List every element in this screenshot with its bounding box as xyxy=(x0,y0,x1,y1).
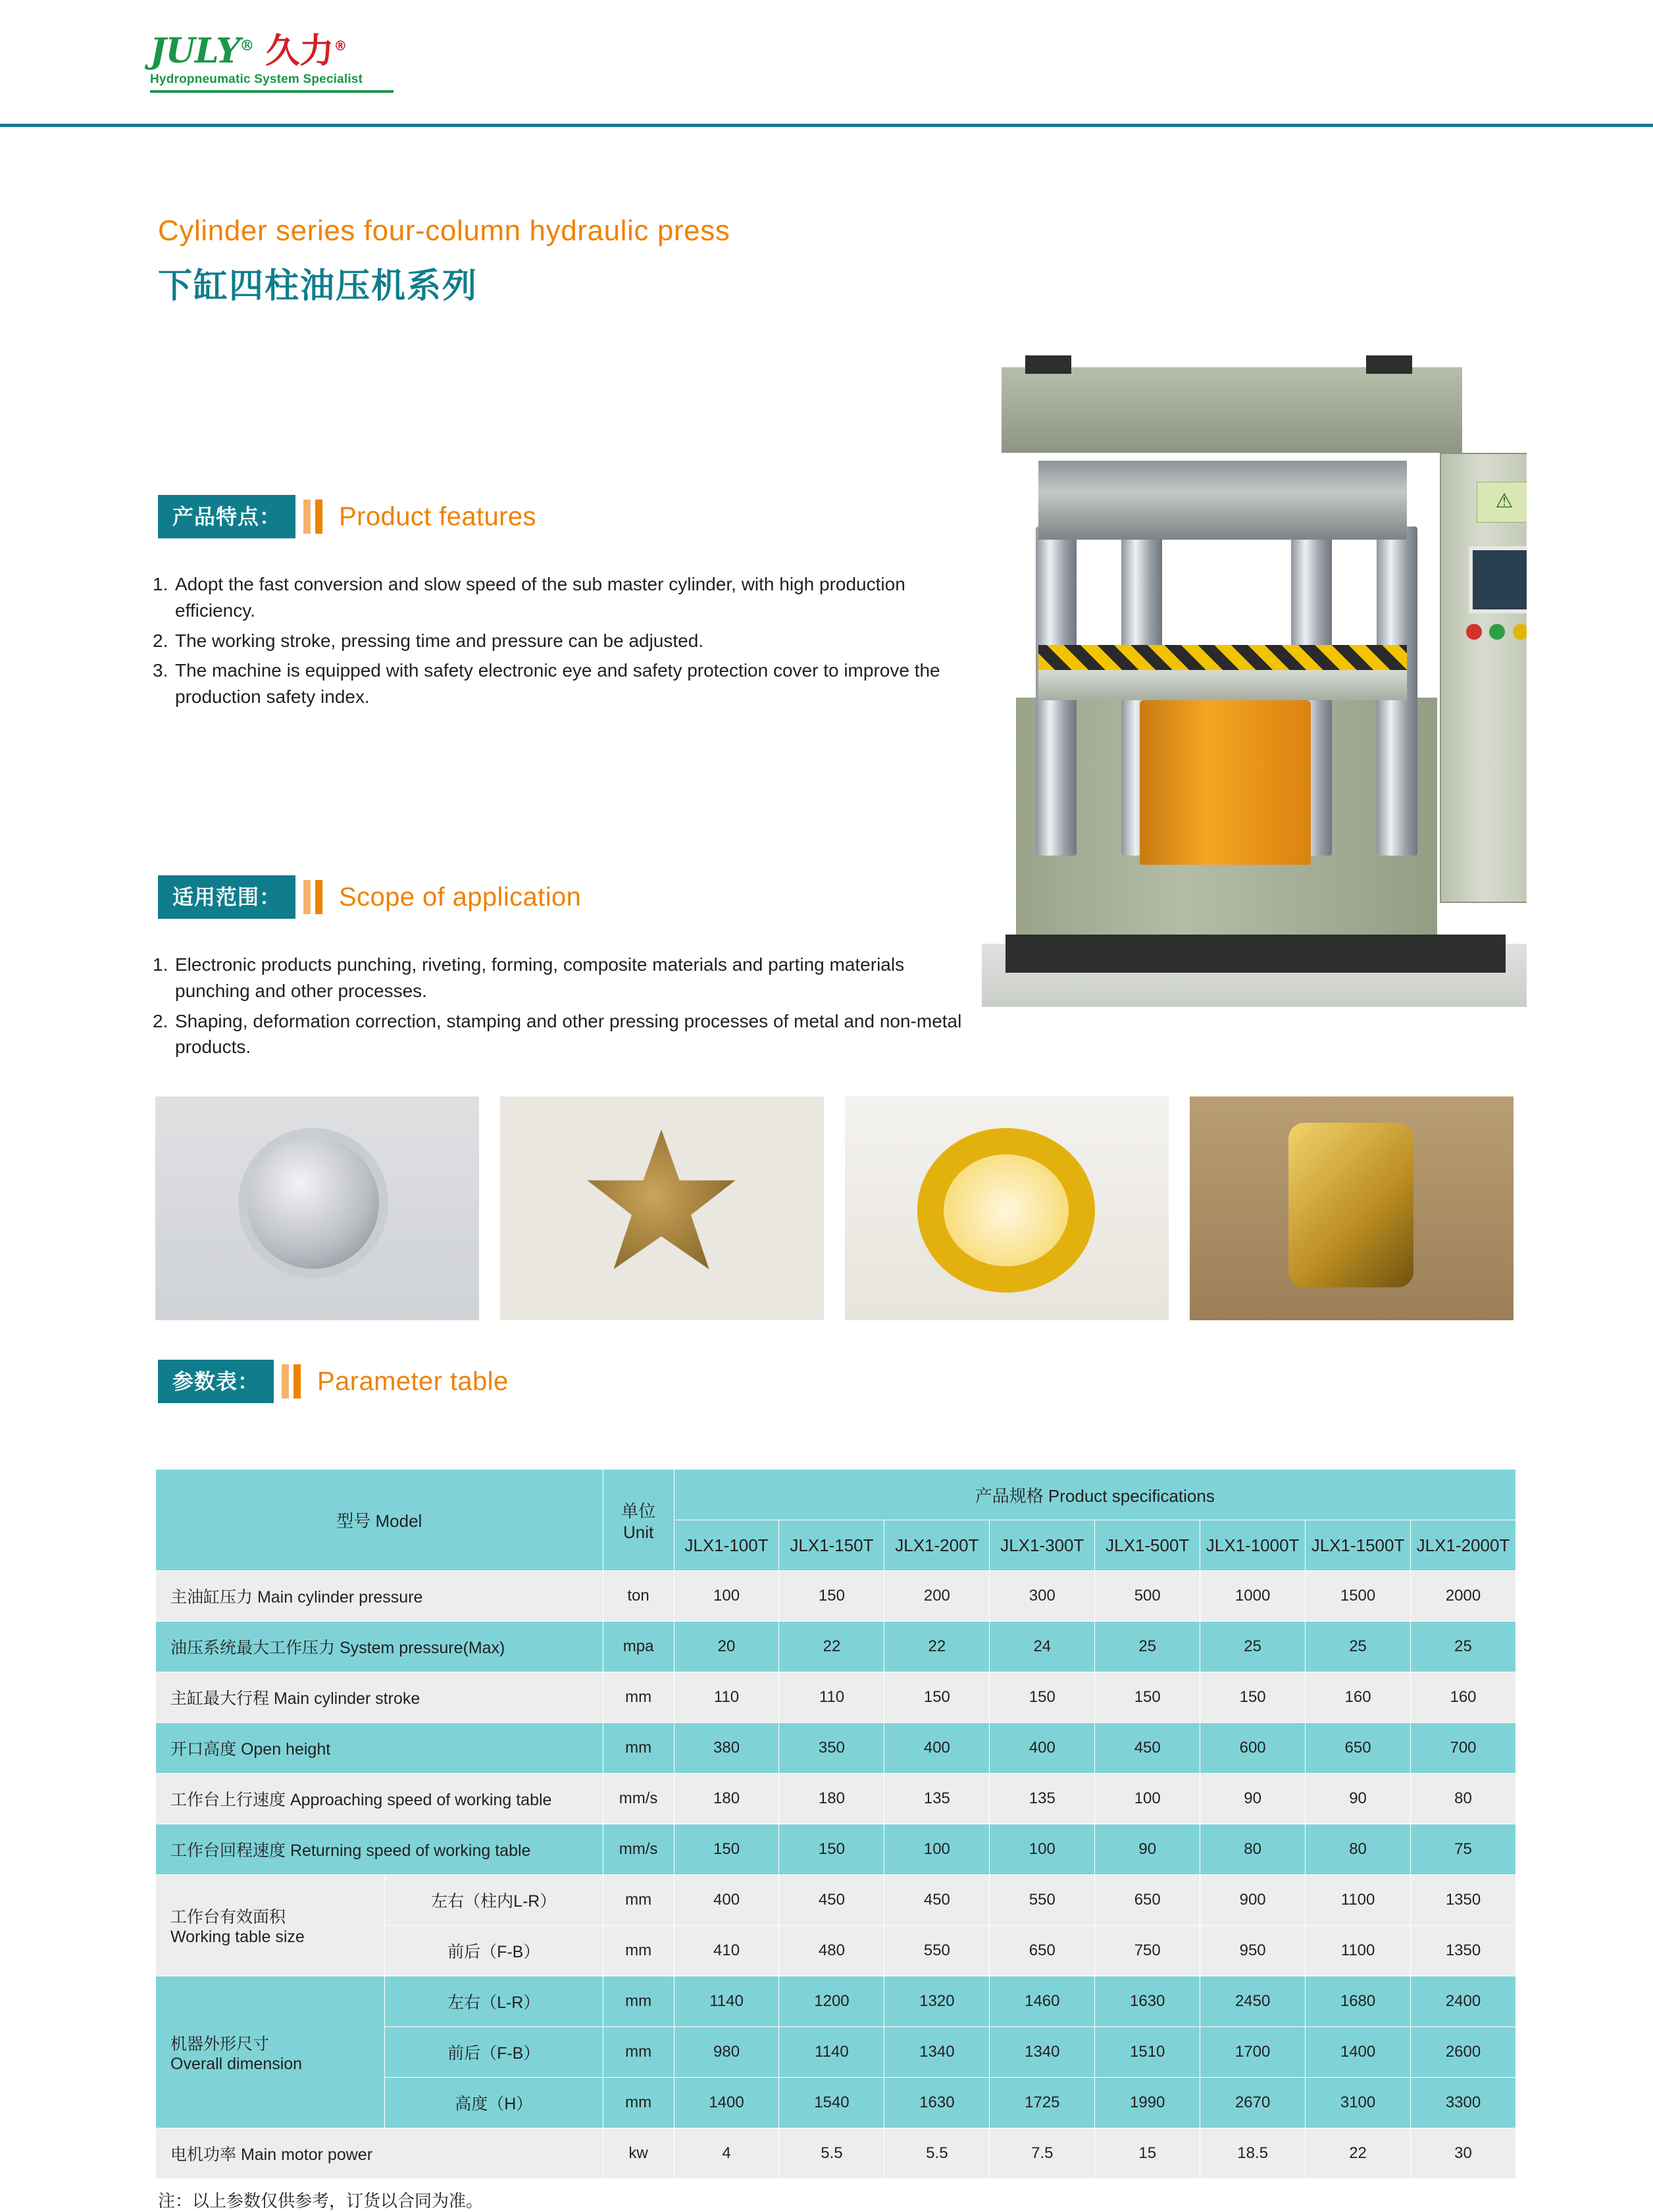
cell: 2400 xyxy=(1411,1976,1516,2027)
cell: 22 xyxy=(884,1622,990,1672)
cell: 1000 xyxy=(1200,1571,1306,1622)
wrist-watch-photo xyxy=(155,1096,479,1320)
header-model-4: JLX1-300T xyxy=(990,1520,1095,1571)
row-unit: mm xyxy=(603,1723,674,1774)
cell: 750 xyxy=(1095,1926,1200,1976)
cell: 980 xyxy=(674,2027,779,2078)
cell: 1500 xyxy=(1306,1571,1411,1622)
page-header xyxy=(0,0,1653,129)
parameter-table-heading xyxy=(158,1360,509,1403)
row-label: 主缸最大行程 Main cylinder stroke xyxy=(156,1672,603,1723)
row-sublabel: 前后（F-B） xyxy=(384,1926,603,1976)
cell: 450 xyxy=(779,1875,884,1926)
header-unit xyxy=(603,1470,674,1571)
cell: 400 xyxy=(674,1875,779,1926)
button-green-icon xyxy=(1489,624,1505,640)
cell: 90 xyxy=(1200,1774,1306,1824)
logo-chinese-word: 久力 xyxy=(265,32,334,71)
button-red-icon xyxy=(1466,624,1482,640)
row-unit: kw xyxy=(603,2128,674,2179)
header-model-3: JLX1-200T xyxy=(884,1520,990,1571)
control-touch-screen xyxy=(1469,546,1527,613)
header-model-5: JLX1-500T xyxy=(1095,1520,1200,1571)
page-title-chinese: 下缸四柱油压机系列 xyxy=(158,267,478,306)
row-group-label-working-table-size xyxy=(156,1875,385,1976)
cell: 90 xyxy=(1095,1824,1200,1875)
cell: 1200 xyxy=(779,1976,884,2027)
row-sublabel: 左右（L-R） xyxy=(384,1976,603,2027)
press-working-table xyxy=(1038,670,1407,700)
cell: 7.5 xyxy=(990,2128,1095,2179)
cell: 550 xyxy=(990,1875,1095,1926)
header-divider xyxy=(0,124,1653,127)
scope-heading xyxy=(158,875,581,919)
brand-logo xyxy=(150,31,433,93)
header-unit-cn: 单位 xyxy=(621,1501,656,1521)
group-label-en: Working table size xyxy=(170,1928,305,1946)
header-model-8: JLX1-2000T xyxy=(1411,1520,1516,1571)
cell: 1140 xyxy=(779,2027,884,2078)
cell: 400 xyxy=(990,1723,1095,1774)
cell: 1630 xyxy=(1095,1976,1200,2027)
header-model-2: JLX1-150T xyxy=(779,1520,884,1571)
cell: 25 xyxy=(1200,1622,1306,1672)
group-label-cn: 工作台有效面积 xyxy=(170,1908,286,1926)
cell: 650 xyxy=(990,1926,1095,1976)
cell: 1100 xyxy=(1306,1926,1411,1976)
scope-item-2: 2. Shaping, deformation correction, stamping and other pressing processes of metal and non-metal products. xyxy=(153,1010,962,1058)
cell: 1340 xyxy=(884,2027,990,2078)
button-yellow-icon xyxy=(1513,624,1527,640)
scope-heading-en: Scope of application xyxy=(339,882,582,912)
product-features-heading-en: Product features xyxy=(339,502,536,531)
page-title-english: Cylinder series four-column hydraulic press xyxy=(158,215,730,247)
table-row xyxy=(156,1976,1516,2027)
product-features-heading-cn: 产品特点： xyxy=(158,495,295,538)
cell: 1630 xyxy=(884,2078,990,2128)
cell: 150 xyxy=(779,1571,884,1622)
row-label: 工作台上行速度 Approaching speed of working table xyxy=(156,1774,603,1824)
row-unit: mm/s xyxy=(603,1774,674,1824)
cell: 20 xyxy=(674,1622,779,1672)
scope-heading-bar-1 xyxy=(303,880,311,914)
feature-item-1: 1. Adopt the fast conversion and slow speed of the sub master cylinder, with high production efficiency. xyxy=(153,574,905,621)
scope-item-1-text: Electronic products punching, riveting, forming, composite materials and parting materials punching and other processes. xyxy=(175,954,905,1001)
press-top-cap-right xyxy=(1366,355,1412,374)
table-row xyxy=(156,1774,1516,1824)
cell: 25 xyxy=(1095,1622,1200,1672)
cell: 30 xyxy=(1411,2128,1516,2179)
parameter-table-heading-cn: 参数表： xyxy=(158,1360,274,1403)
cell: 180 xyxy=(674,1774,779,1824)
row-label: 工作台回程速度 Returning speed of working table xyxy=(156,1824,603,1875)
group-label-en: Overall dimension xyxy=(170,2054,303,2073)
table-row xyxy=(156,1571,1516,1622)
feature-item-2: 2. The working stroke, pressing time and pressure can be adjusted. xyxy=(153,630,704,651)
logo-underline xyxy=(150,90,394,93)
cell: 550 xyxy=(884,1926,990,1976)
cell: 2450 xyxy=(1200,1976,1306,2027)
cell: 3300 xyxy=(1411,2078,1516,2128)
table-row xyxy=(156,1622,1516,1672)
cell: 500 xyxy=(1095,1571,1200,1622)
cell: 110 xyxy=(674,1672,779,1723)
cell: 80 xyxy=(1306,1824,1411,1875)
cell: 1140 xyxy=(674,1976,779,2027)
cell: 200 xyxy=(884,1571,990,1622)
cell: 2600 xyxy=(1411,2027,1516,2078)
gold-watch-photo xyxy=(1190,1096,1513,1320)
cell: 1680 xyxy=(1306,1976,1411,2027)
cell: 1100 xyxy=(1306,1875,1411,1926)
row-label: 油压系统最大工作压力 System pressure(Max) xyxy=(156,1622,603,1672)
parameter-heading-bars-decoration xyxy=(282,1364,305,1399)
feature-item-3-text: The machine is equipped with safety electronic eye and safety protection cover to improve the production safety index. xyxy=(175,660,940,707)
scope-item-2-text: Shaping, deformation correction, stamping and other pressing processes of metal and non-metal products. xyxy=(175,1010,962,1058)
row-unit: mm xyxy=(603,1672,674,1723)
cell: 4 xyxy=(674,2128,779,2179)
cell: 1460 xyxy=(990,1976,1095,2027)
header-model-7: JLX1-1500T xyxy=(1306,1520,1411,1571)
cell: 25 xyxy=(1306,1622,1411,1672)
cell: 22 xyxy=(779,1622,884,1672)
table-row xyxy=(156,1875,1516,1926)
logo-text-july xyxy=(150,31,254,71)
cell: 100 xyxy=(990,1824,1095,1875)
header-model: 型号 Model xyxy=(156,1470,603,1571)
row-label: 主油缸压力 Main cylinder pressure xyxy=(156,1571,603,1622)
table-header-row-1 xyxy=(156,1470,1516,1520)
press-main-cylinder xyxy=(1140,700,1311,865)
feature-item-1-text: Adopt the fast conversion and slow speed of the sub master cylinder, with high production efficiency. xyxy=(175,574,905,621)
press-platen xyxy=(1038,461,1407,540)
logo-text-chinese xyxy=(265,32,347,71)
cell: 80 xyxy=(1411,1774,1516,1824)
row-label: 电机功率 Main motor power xyxy=(156,2128,603,2179)
cell: 75 xyxy=(1411,1824,1516,1875)
cell: 950 xyxy=(1200,1926,1306,1976)
cell: 1350 xyxy=(1411,1926,1516,1976)
heading-bar-1 xyxy=(303,500,311,534)
cell: 1700 xyxy=(1200,2027,1306,2078)
header-model-1: JLX1-100T xyxy=(674,1520,779,1571)
heading-bars-decoration xyxy=(303,500,327,534)
scope-item-1: 1. Electronic products punching, riveting, forming, composite materials and parting materials punching and other processes. xyxy=(153,954,905,1001)
cell: 150 xyxy=(990,1672,1095,1723)
cell: 2000 xyxy=(1411,1571,1516,1622)
application-gallery xyxy=(155,1096,1513,1320)
row-unit: mm xyxy=(603,2078,674,2128)
press-top-beam xyxy=(1002,367,1462,453)
cell: 3100 xyxy=(1306,2078,1411,2128)
cell: 380 xyxy=(674,1723,779,1774)
logo-july-registered-mark: ® xyxy=(240,37,254,55)
cell: 100 xyxy=(1095,1774,1200,1824)
header-unit-en: Unit xyxy=(623,1522,654,1542)
cell: 22 xyxy=(1306,2128,1411,2179)
header-model-6: JLX1-1000T xyxy=(1200,1520,1306,1571)
row-unit: mm/s xyxy=(603,1824,674,1875)
row-sublabel: 前后（F-B） xyxy=(384,2027,603,2078)
logo-july-word: JULY xyxy=(150,31,240,71)
table-row xyxy=(156,1672,1516,1723)
cell: 1350 xyxy=(1411,1875,1516,1926)
cell: 24 xyxy=(990,1622,1095,1672)
cell: 160 xyxy=(1306,1672,1411,1723)
cell: 650 xyxy=(1306,1723,1411,1774)
group-label-cn: 机器外形尺寸 xyxy=(170,2034,270,2053)
cell: 160 xyxy=(1411,1672,1516,1723)
hazard-stripe xyxy=(1038,645,1407,670)
cell: 150 xyxy=(1200,1672,1306,1723)
cell: 110 xyxy=(779,1672,884,1723)
cell: 410 xyxy=(674,1926,779,1976)
gold-bangle-photo xyxy=(845,1096,1169,1320)
press-top-cap-left xyxy=(1025,355,1071,374)
feature-item-3: 3. The machine is equipped with safety electronic eye and safety protection cover to improve the production safety index. xyxy=(153,660,940,707)
cell: 25 xyxy=(1411,1622,1516,1672)
cell: 700 xyxy=(1411,1723,1516,1774)
cell: 400 xyxy=(884,1723,990,1774)
cell: 450 xyxy=(884,1875,990,1926)
cell: 100 xyxy=(884,1824,990,1875)
hydraulic-press-photo xyxy=(982,355,1527,1007)
row-unit: mm xyxy=(603,2027,674,2078)
table-row xyxy=(156,2128,1516,2179)
cell: 135 xyxy=(884,1774,990,1824)
parameter-table xyxy=(155,1469,1516,2179)
product-features-heading xyxy=(158,495,536,538)
cell: 1510 xyxy=(1095,2027,1200,2078)
row-unit: ton xyxy=(603,1571,674,1622)
parameter-heading-bar-2 xyxy=(293,1364,301,1399)
cell: 300 xyxy=(990,1571,1095,1622)
row-unit: mm xyxy=(603,1875,674,1926)
cell: 90 xyxy=(1306,1774,1411,1824)
cell: 5.5 xyxy=(779,2128,884,2179)
cell: 100 xyxy=(674,1571,779,1622)
cell: 1990 xyxy=(1095,2078,1200,2128)
cell: 900 xyxy=(1200,1875,1306,1926)
row-label: 开口高度 Open height xyxy=(156,1723,603,1774)
control-buttons xyxy=(1466,624,1527,641)
scope-heading-cn: 适用范围： xyxy=(158,875,295,919)
cell: 600 xyxy=(1200,1723,1306,1774)
cell: 1340 xyxy=(990,2027,1095,2078)
cell: 1320 xyxy=(884,1976,990,2027)
parameter-heading-bar-1 xyxy=(282,1364,289,1399)
row-group-label-overall-dimension xyxy=(156,1976,385,2128)
row-unit: mm xyxy=(603,1976,674,2027)
table-row xyxy=(156,1824,1516,1875)
cell: 80 xyxy=(1200,1824,1306,1875)
cell: 15 xyxy=(1095,2128,1200,2179)
cell: 350 xyxy=(779,1723,884,1774)
scope-heading-bars-decoration xyxy=(303,880,327,914)
table-row xyxy=(156,1723,1516,1774)
logo-tagline: Hydropneumatic System Specialist xyxy=(150,72,363,86)
cell: 5.5 xyxy=(884,2128,990,2179)
row-sublabel: 高度（H） xyxy=(384,2078,603,2128)
heading-bar-2 xyxy=(315,500,322,534)
table-footnote: 注：以上参数仅供参考，订货以合同为准。 xyxy=(158,2191,484,2211)
medal-photo xyxy=(500,1096,824,1320)
row-sublabel: 左右（柱内L-R） xyxy=(384,1875,603,1926)
cell: 18.5 xyxy=(1200,2128,1306,2179)
row-unit: mpa xyxy=(603,1622,674,1672)
product-features-list xyxy=(153,571,962,714)
cell: 1725 xyxy=(990,2078,1095,2128)
cell: 450 xyxy=(1095,1723,1200,1774)
scope-list xyxy=(153,952,962,1064)
warning-label-icon xyxy=(1477,482,1527,523)
cell: 150 xyxy=(674,1824,779,1875)
cell: 150 xyxy=(779,1824,884,1875)
scope-heading-bar-2 xyxy=(315,880,322,914)
cell: 180 xyxy=(779,1774,884,1824)
cell: 135 xyxy=(990,1774,1095,1824)
parameter-table-heading-en: Parameter table xyxy=(317,1366,509,1396)
logo-chinese-registered-mark: ® xyxy=(334,38,347,54)
cell: 650 xyxy=(1095,1875,1200,1926)
press-base xyxy=(1005,935,1506,973)
cell: 150 xyxy=(884,1672,990,1723)
row-unit: mm xyxy=(603,1926,674,1976)
cell: 1400 xyxy=(674,2078,779,2128)
cell: 480 xyxy=(779,1926,884,1976)
feature-item-2-text: The working stroke, pressing time and pressure can be adjusted. xyxy=(175,630,704,651)
cell: 1540 xyxy=(779,2078,884,2128)
cell: 2670 xyxy=(1200,2078,1306,2128)
header-product-specifications: 产品规格 Product specifications xyxy=(674,1470,1515,1520)
cell: 1400 xyxy=(1306,2027,1411,2078)
cell: 150 xyxy=(1095,1672,1200,1723)
